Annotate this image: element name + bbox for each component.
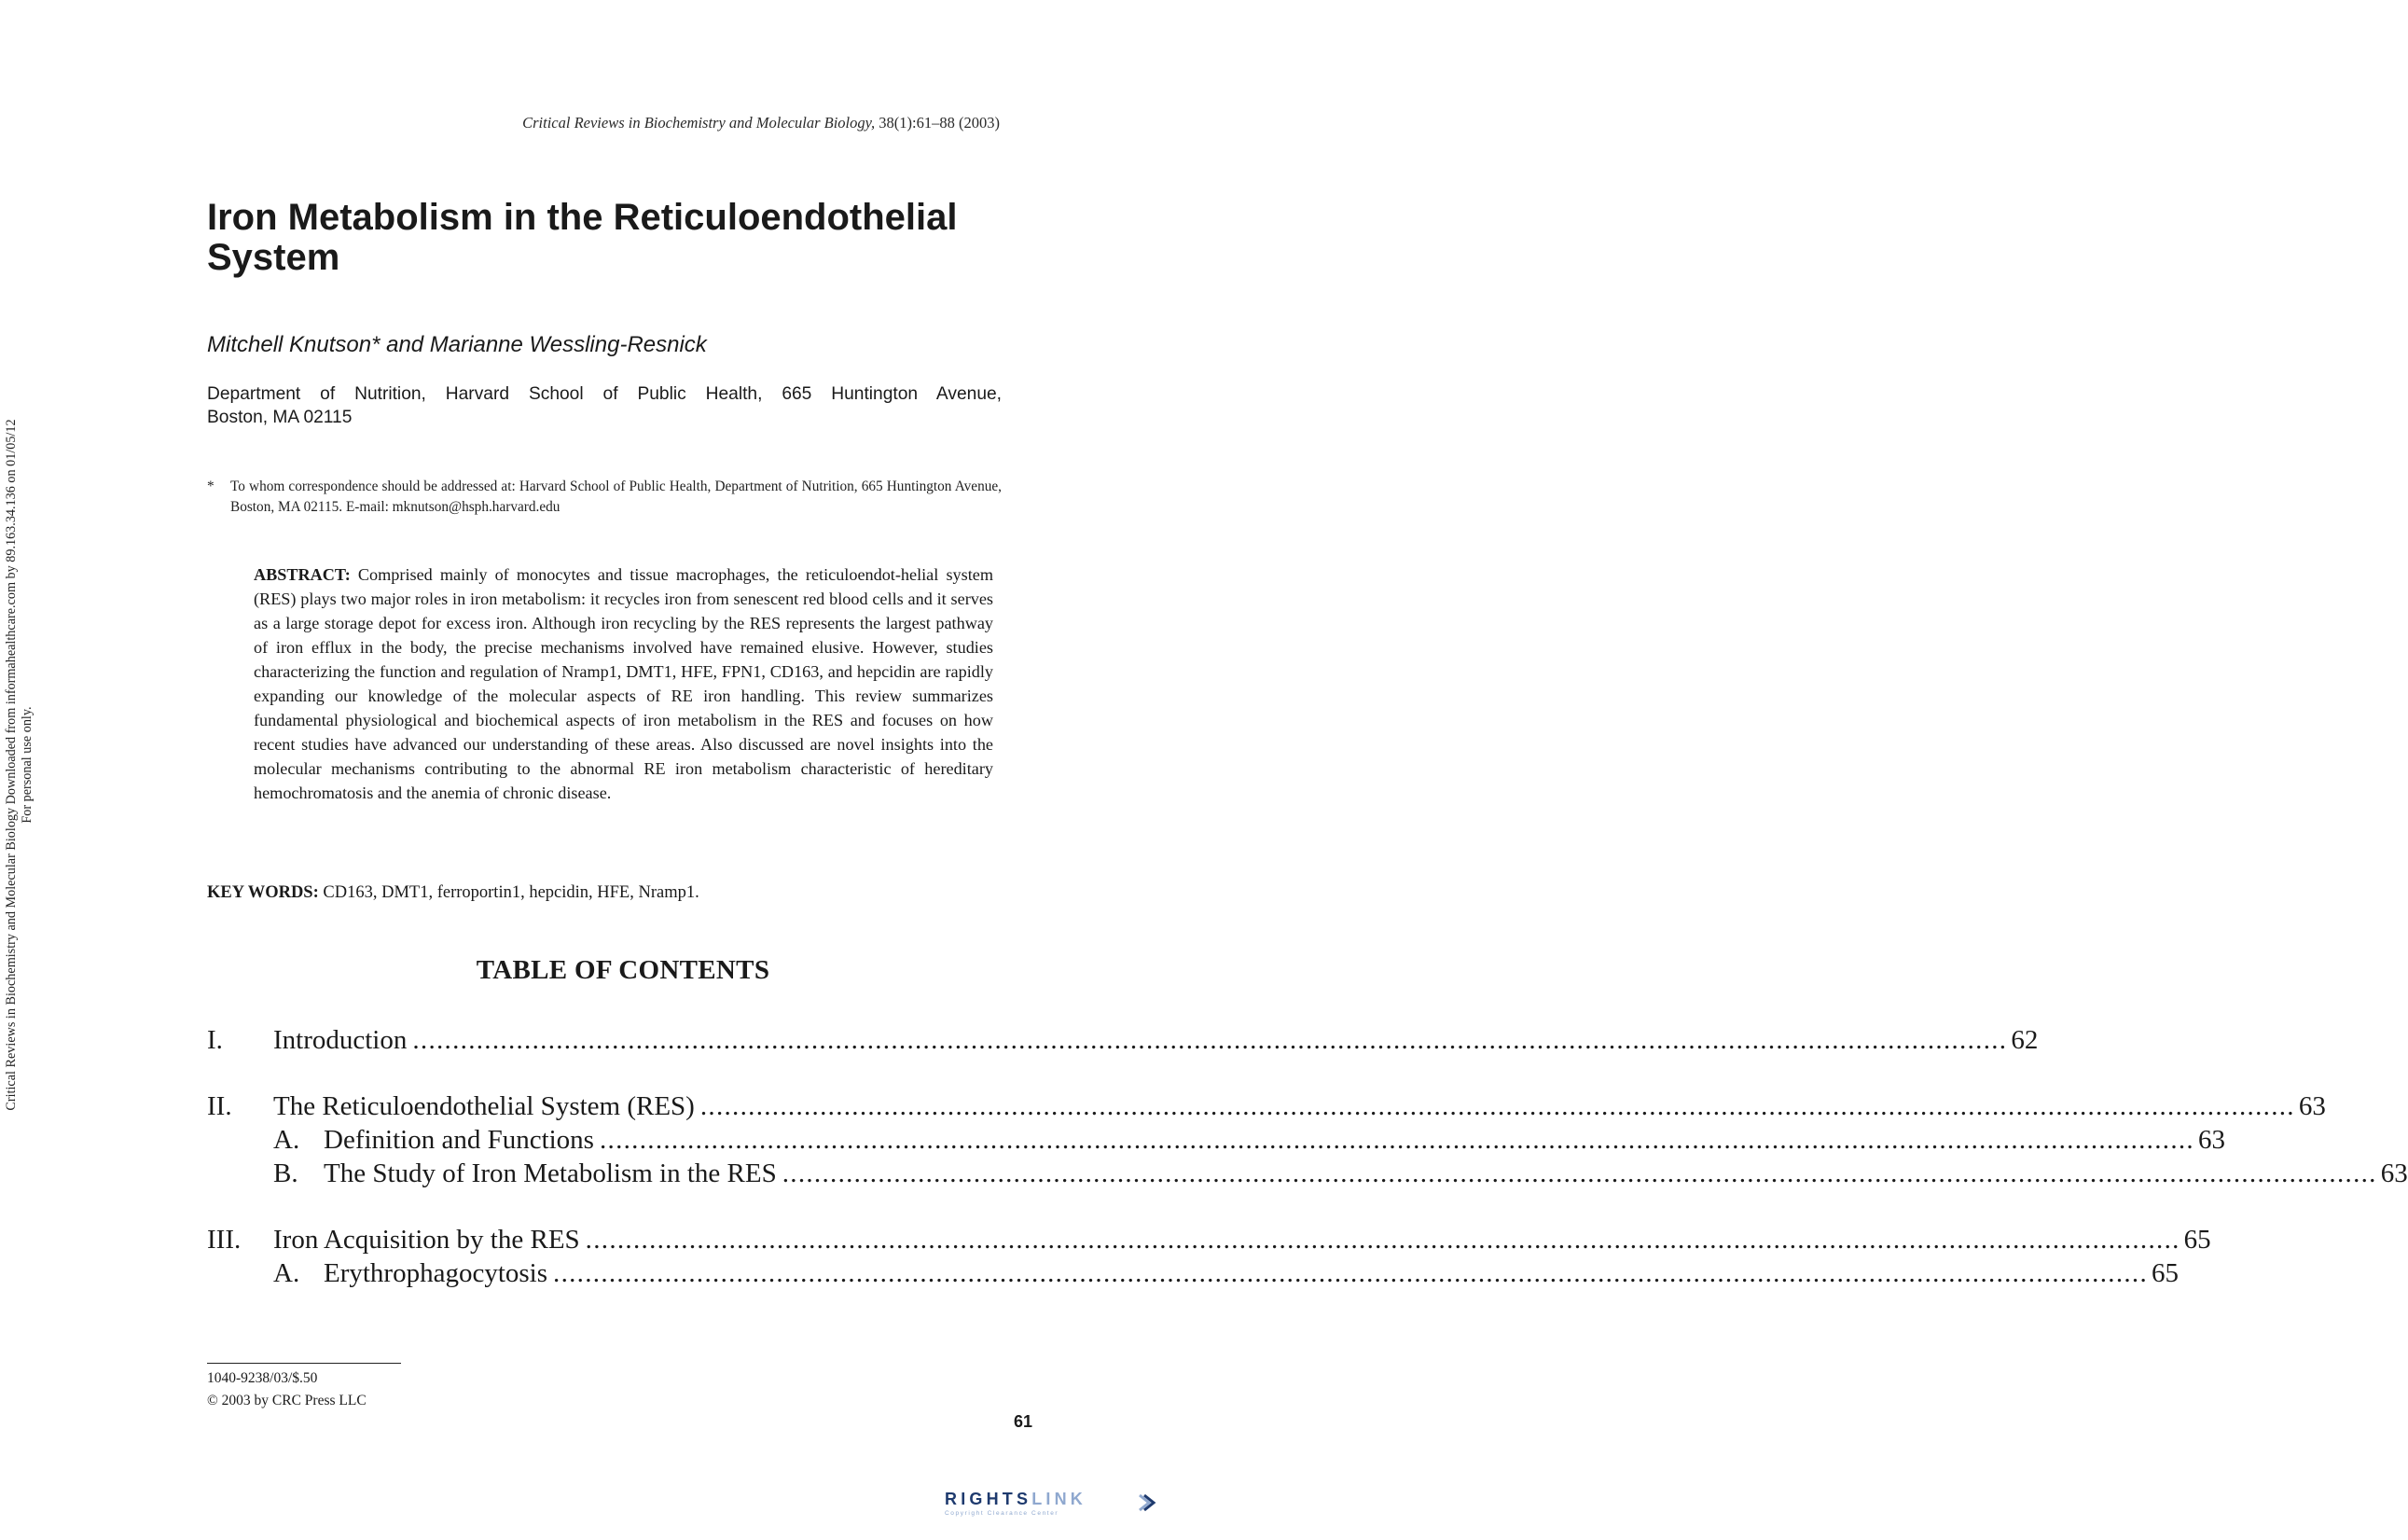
download-watermark-line-1: Critical Reviews in Biochemistry and Molecular Biology Downloaded from informahealthcare.com by 89.163.34.136 on 01/05/12 bbox=[4, 419, 19, 1111]
toc-item-letter: B. bbox=[273, 1158, 298, 1188]
toc-page-number: 62 bbox=[2011, 1025, 2039, 1055]
toc-leader-dots: ........................................................................................................................................................................................................ bbox=[699, 1091, 2295, 1121]
footer-info bbox=[207, 1367, 367, 1412]
toc-leader-dots: ........................................................................................................................................................................................................ bbox=[553, 1258, 2149, 1288]
rightslink-arrow-icon bbox=[1136, 1492, 1156, 1513]
rightslink-word-light: LINK bbox=[1031, 1490, 1086, 1508]
rightslink-word-dark: RIGHTS bbox=[945, 1490, 1032, 1508]
affiliation bbox=[207, 382, 1002, 429]
toc-page-number: 65 bbox=[2152, 1258, 2180, 1288]
keywords bbox=[207, 883, 699, 903]
toc-item-letter: A. bbox=[273, 1258, 300, 1288]
abstract-text: Comprised mainly of monocytes and tissue macrophages, the reticuloendot-helial system (RES) plays two major roles in iron metabolism: it recycles iron from senescent red blood cells and it serves as a large storage depot for excess iron. Although iron recycling by the RES represents the largest pathway of iron efflux in the body, the precise mechanisms involved have remained elusive. However, studies characterizing the function and regulation of Nramp1, DMT1, HFE, FPN1, CD163, and hepcidin are rapidly expanding our knowledge of the molecular aspects of RE iron handling. This review summarizes fundamental physiological and biochemical aspects of iron metabolism in the RES and focuses on how recent studies have advanced our understanding of these areas. Also discussed are novel insights into the molecular mechanisms contributing to the abnormal RE iron metabolism characteristic of hereditary hemochromatosis and the anemia of chronic disease. bbox=[254, 565, 993, 802]
toc-entry-title: Erythrophagocytosis bbox=[324, 1258, 548, 1288]
affiliation-line-2: Boston, MA 02115 bbox=[207, 408, 353, 427]
correspondence-footnote bbox=[207, 477, 1002, 518]
toc-subsection-row bbox=[207, 1122, 2225, 1158]
toc-subsection-row bbox=[207, 1156, 2408, 1191]
running-header bbox=[522, 114, 1000, 132]
toc-page-number: 63 bbox=[2380, 1158, 2408, 1188]
toc-entry-title: Definition and Functions bbox=[324, 1125, 594, 1155]
journal-citation: 38(1):61–88 (2003) bbox=[875, 114, 1000, 132]
toc-page-number: 63 bbox=[2197, 1125, 2225, 1155]
toc-section-row bbox=[207, 1222, 2211, 1257]
toc-entry-title: Introduction bbox=[273, 1025, 408, 1055]
download-watermark-line-2: For personal use only. bbox=[20, 706, 35, 824]
download-watermark bbox=[4, 364, 50, 1166]
footnote-text: To whom correspondence should be addressed at: Harvard School of Public Health, Department of Nutrition, 665 Huntington Avenue, Boston, MA 02115. E-mail: mknutson@hsph.harvard.edu bbox=[230, 479, 1002, 515]
journal-name: Critical Reviews in Biochemistry and Molecular Biology, bbox=[522, 114, 876, 132]
toc-leader-dots: ........................................................................................................................................................................................................ bbox=[599, 1125, 2194, 1155]
toc-leader-dots: ........................................................................................................................................................................................................ bbox=[412, 1025, 2008, 1055]
toc-leader-dots: ........................................................................................................................................................................................................ bbox=[585, 1225, 2180, 1255]
article-title: Iron Metabolism in the Reticuloendothelial System bbox=[207, 197, 958, 278]
footnote-marker: * bbox=[207, 479, 215, 494]
rightslink-subtitle: Copyright Clearance Center bbox=[945, 1510, 1059, 1517]
affiliation-line-1: Department of Nutrition, Harvard School of Public Health, 665 Huntington Avenue, bbox=[207, 384, 1002, 404]
toc-page-number: 63 bbox=[2298, 1091, 2326, 1121]
issn-price: 1040-9238/03/$.50 bbox=[207, 1370, 318, 1386]
toc-heading: TABLE OF CONTENTS bbox=[476, 955, 770, 985]
article-authors: Mitchell Knutson* and Marianne Wessling-Resnick bbox=[207, 332, 707, 357]
keywords-text: CD163, DMT1, ferroportin1, hepcidin, HFE, Nramp1. bbox=[318, 883, 699, 902]
copyright: © 2003 by CRC Press LLC bbox=[207, 1393, 367, 1408]
toc-section-number: II. bbox=[207, 1091, 232, 1121]
toc-section-number: III. bbox=[207, 1225, 242, 1255]
page-number: 61 bbox=[1014, 1412, 1033, 1431]
abstract bbox=[254, 562, 993, 805]
rightslink-wordmark bbox=[945, 1490, 1157, 1509]
toc-section-row bbox=[207, 1022, 2039, 1058]
abstract-label: ABSTRACT: bbox=[254, 565, 351, 584]
keywords-label: KEY WORDS: bbox=[207, 883, 319, 902]
rightslink-logo bbox=[945, 1490, 1157, 1523]
toc-subsection-row bbox=[207, 1256, 2180, 1291]
toc-entry-title: The Study of Iron Metabolism in the RES bbox=[324, 1158, 777, 1188]
toc-item-letter: A. bbox=[273, 1125, 300, 1155]
toc-leader-dots: ........................................................................................................................................................................................................ bbox=[782, 1158, 2377, 1188]
footer-rule bbox=[207, 1363, 401, 1364]
toc-section-number: I. bbox=[207, 1025, 223, 1055]
toc-entry-title: Iron Acquisition by the RES bbox=[273, 1225, 580, 1255]
toc-page-number: 65 bbox=[2183, 1225, 2211, 1255]
toc-entry-title: The Reticuloendothelial System (RES) bbox=[273, 1091, 695, 1121]
toc-section-row bbox=[207, 1089, 2326, 1124]
